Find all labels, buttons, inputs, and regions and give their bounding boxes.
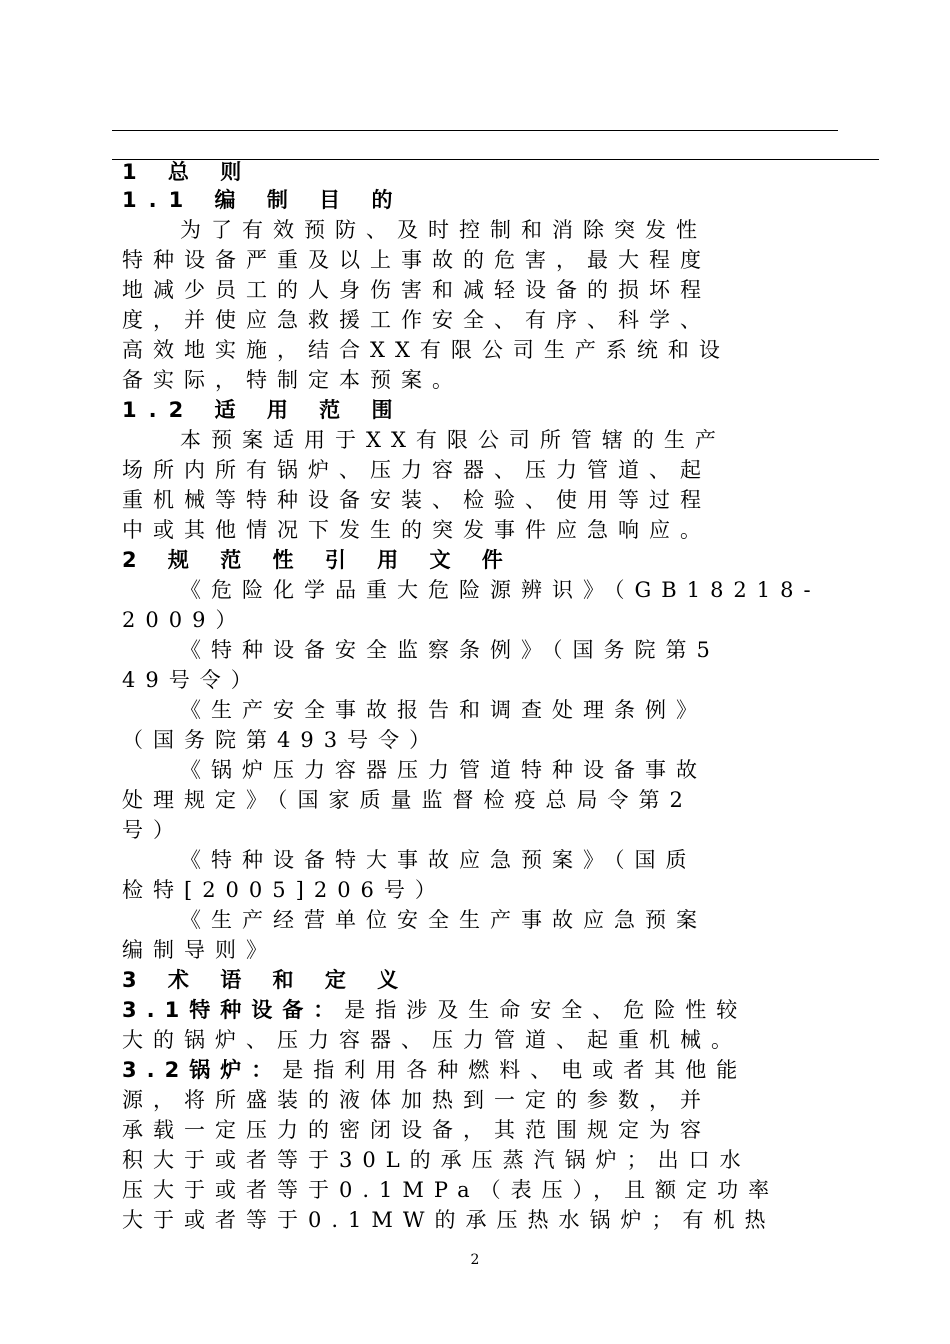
reference-line: 《生产安全事故报告和调查处理条例》 (180, 698, 707, 722)
definition-3-1 (122, 995, 822, 1025)
paragraph-line: 大于或者等于0.1MW的承压热水锅炉；有机热 (122, 1208, 776, 1232)
definition-text: 是指涉及生命安全、危险性较 (344, 998, 748, 1022)
reference-line: 检特[2005]206号） (122, 878, 446, 902)
paragraph-line: 度，并使应急救援工作安全、有序、科学、 (122, 308, 711, 332)
paragraph-line: 压大于或者等于0.1MPa（表压），且额定功率 (122, 1178, 780, 1202)
paragraph-line: 大的锅炉、压力容器、压力管道、起重机械。 (122, 1028, 742, 1052)
section-3-heading: 3 术 语 和 定 义 (122, 968, 411, 992)
paragraph-line: 中或其他情况下发生的突发事件应急响应。 (122, 518, 711, 542)
reference-line: 2009） (122, 608, 247, 632)
reference-line: 《危险化学品重大危险源辨识》（GB18218- (180, 578, 821, 602)
reference-line: 《生产经营单位安全生产事故应急预案 (180, 908, 707, 932)
paragraph-line: 积大于或者等于30L的承压蒸汽锅炉；出口水 (122, 1148, 751, 1172)
paragraph-line: 本预案适用于XX有限公司所管辖的生产 (180, 428, 726, 452)
paragraph-line: 高效地实施，结合XX有限公司生产系统和设 (122, 338, 730, 362)
paragraph-line: 场所内所有锅炉、压力容器、压力管道、起 (122, 458, 711, 482)
paragraph-line: 备实际，特制定本预案。 (122, 368, 463, 392)
reference-line: （国务院第493号令） (122, 728, 441, 752)
paragraph-line: 承载一定压力的密闭设备，其范围规定为容 (122, 1118, 711, 1142)
reference-line: 《特种设备安全监察条例》（国务院第5 (180, 638, 720, 662)
section-1-heading: 1 总 则 (122, 160, 254, 184)
paragraph-line: 重机械等特种设备安装、检验、使用等过程 (122, 488, 711, 512)
definition-term: 3.2锅炉： (122, 1058, 283, 1082)
reference-line: 处理规定》（国家质量监督检疫总局令第2 (122, 788, 693, 812)
section-2-heading: 2 规 范 性 引 用 文 件 (122, 548, 515, 572)
paragraph-line: 地减少员工的人身伤害和减轻设备的损坏程 (122, 278, 711, 302)
paragraph-line: 为了有效预防、及时控制和消除突发性 (180, 218, 707, 242)
paragraph-line: 特种设备严重及以上事故的危害，最大程度 (122, 248, 711, 272)
definition-text: 是指利用各种燃料、电或者其他能 (282, 1058, 748, 1082)
page-number: 2 (470, 1252, 480, 1268)
reference-line: 编制导则》 (122, 938, 277, 962)
definition-3-2 (122, 1055, 822, 1085)
definition-term: 3.1特种设备： (122, 998, 345, 1022)
reference-line: 号） (122, 818, 184, 842)
header-rule (112, 130, 838, 131)
paragraph-line: 源，将所盛装的液体加热到一定的参数，并 (122, 1088, 711, 1112)
reference-line: 49号令） (122, 668, 262, 692)
section-1-1-heading: 1.1 编 制 目 的 (122, 188, 405, 212)
section-1-2-heading: 1.2 适 用 范 围 (122, 398, 405, 422)
reference-line: 《锅炉压力容器压力管道特种设备事故 (180, 758, 707, 782)
reference-line: 《特种设备特大事故应急预案》（国质 (180, 848, 697, 872)
